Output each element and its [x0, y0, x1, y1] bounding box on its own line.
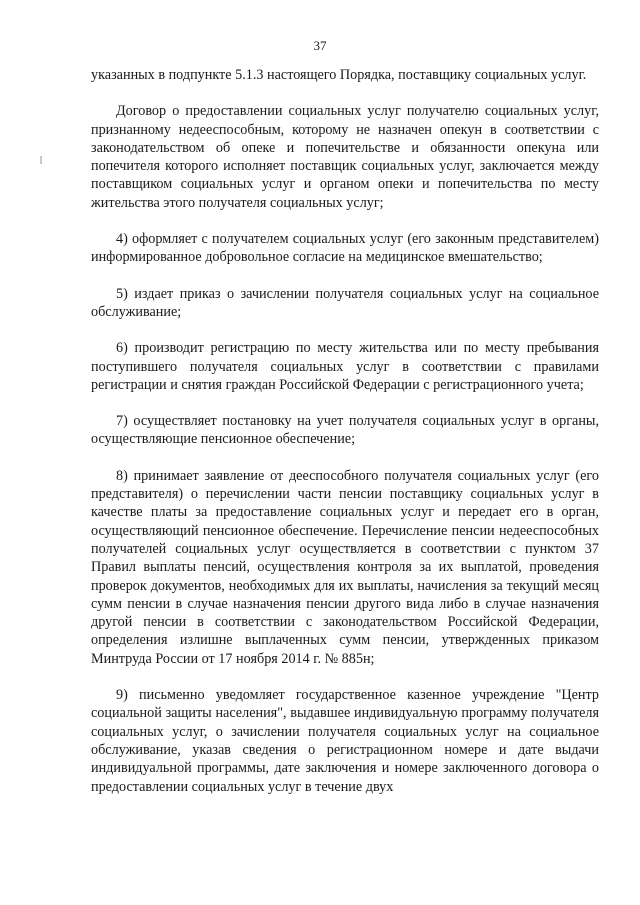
paragraph-item-9: 9) письменно уведомляет государственное казенное учреждение "Центр социальной защиты населения", выдавшее индивидуальную программу получателя социальных услуг, о зачислении получателя социальных услуг на социальное обслуживание, указав сведения о регистрационном номере и дате выдачи индивидуальной программы, дате заключения и номере заключенного договора о предоставлении социальных услуг в течение двух — [91, 687, 599, 795]
page-number: 37 — [313, 38, 327, 53]
paragraph-contract-incapable: Договор о предоставлении социальных услуг получателю социальных услуг, признанному недееспособным, которому не назначен опекун в соответствии с законодательством об опеке и попечительстве и обязанности опекуна или попечителя которого исполняет поставщик социальных услуг, заключается между поставщиком социальных услуг и органом опеки и попечительства по месту жительства этого получателя социальных услуг; — [91, 103, 599, 211]
paragraph-item-8: 8) принимает заявление от дееспособного получателя социальных услуг (его представителя) о перечислении части пенсии поставщику социальных услуг в качестве платы за предоставление социальных услуг и передает его в орган, осуществляющий пенсионное обеспечение. Перечисление пенсии недееспособных получателей социальных услуг осуществляется в соответствии с пунктом 37 Правил выплаты пенсий, осуществления контроля за их выплатой, проведения проверок документов, необходимых для их выплаты, начисления за текущий месяц сумм пенсии в случае назначения пенсии другого вида либо в случае назначения другой пенсии в соответствии с законодательством Российской Федерации, определения излишне выплаченных сумм пенсии, утвержденных приказом Минтруда России от 17 ноября 2014 г. № 885н; — [91, 467, 599, 667]
paragraph-item-7: 7) осуществляет постановку на учет получателя социальных услуг в органы, осуществляющие пенсионное обеспечение; — [91, 413, 599, 448]
paragraph-item-5: 5) издает приказ о зачислении получателя социальных услуг на социальное обслуживание; — [91, 285, 599, 320]
document-body — [91, 66, 599, 796]
paragraph-item-4: 4) оформляет с получателем социальных услуг (его законным представителем) информированное добровольное согласие на медицинское вмешательство; — [91, 231, 599, 266]
paragraph-continuation: указанных в подпункте 5.1.3 настоящего Порядка, поставщику социальных услуг. — [91, 67, 587, 83]
paragraph-item-6: 6) производит регистрацию по месту жительства или по месту пребывания поступившего получателя социальных услуг в соответствии с правилами регистрации и снятия граждан Российской Федерации с регистрационного учета; — [91, 340, 599, 393]
margin-mark — [40, 156, 42, 164]
